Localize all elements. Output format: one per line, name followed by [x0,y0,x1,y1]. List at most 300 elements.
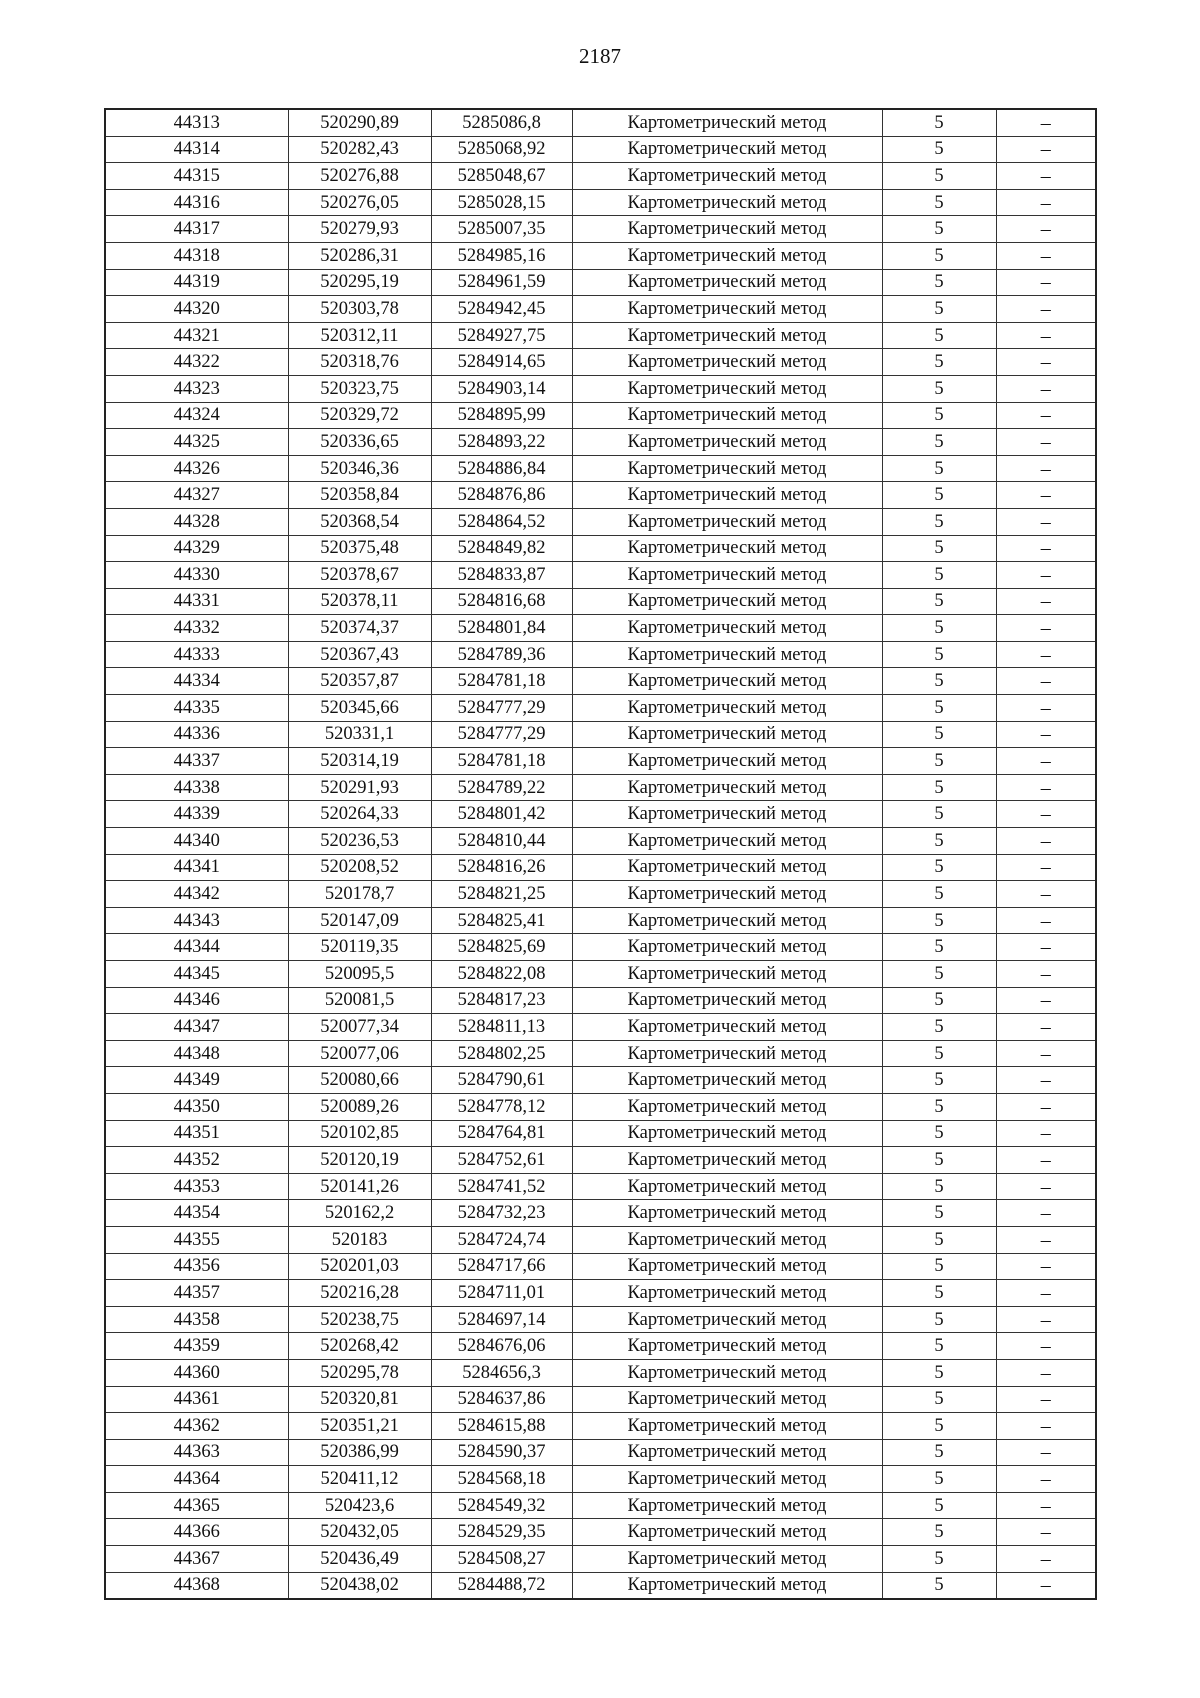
accuracy-cell: 5 [882,881,996,908]
method-cell: Картометрический метод [572,1519,882,1546]
method-cell: Картометрический метод [572,322,882,349]
accuracy-cell: 5 [882,1093,996,1120]
note-cell: – [996,828,1096,855]
x-coordinate-cell: 520081,5 [288,987,431,1014]
x-coordinate-cell: 520201,03 [288,1253,431,1280]
accuracy-cell: 5 [882,1546,996,1573]
method-cell: Картометрический метод [572,375,882,402]
note-cell: – [996,1306,1096,1333]
point-number-cell: 44330 [105,562,288,589]
method-cell: Картометрический метод [572,402,882,429]
y-coordinate-cell: 5284825,69 [431,934,572,961]
point-number-cell: 44362 [105,1413,288,1440]
note-cell: – [996,1120,1096,1147]
note-cell: – [996,1466,1096,1493]
note-cell: – [996,1253,1096,1280]
method-cell: Картометрический метод [572,508,882,535]
accuracy-cell: 5 [882,1439,996,1466]
x-coordinate-cell: 520411,12 [288,1466,431,1493]
note-cell: – [996,668,1096,695]
table-row [105,1466,1096,1493]
note-cell: – [996,1439,1096,1466]
point-number-cell: 44363 [105,1439,288,1466]
accuracy-cell: 5 [882,216,996,243]
table-row [105,269,1096,296]
x-coordinate-cell: 520279,93 [288,216,431,243]
note-cell: – [996,1359,1096,1386]
point-number-cell: 44332 [105,615,288,642]
note-cell: – [996,375,1096,402]
y-coordinate-cell: 5284778,12 [431,1093,572,1120]
note-cell: – [996,748,1096,775]
y-coordinate-cell: 5284864,52 [431,508,572,535]
note-cell: – [996,296,1096,323]
y-coordinate-cell: 5284741,52 [431,1173,572,1200]
table-row [105,588,1096,615]
x-coordinate-cell: 520102,85 [288,1120,431,1147]
accuracy-cell: 5 [882,349,996,376]
accuracy-cell: 5 [882,748,996,775]
table-row [105,136,1096,163]
y-coordinate-cell: 5284961,59 [431,269,572,296]
table-row [105,482,1096,509]
table-row [105,1333,1096,1360]
method-cell: Картометрический метод [572,216,882,243]
method-cell: Картометрический метод [572,854,882,881]
point-number-cell: 44322 [105,349,288,376]
table-row [105,748,1096,775]
accuracy-cell: 5 [882,987,996,1014]
point-number-cell: 44349 [105,1067,288,1094]
table-row [105,695,1096,722]
x-coordinate-cell: 520147,09 [288,907,431,934]
y-coordinate-cell: 5284781,18 [431,748,572,775]
method-cell: Картометрический метод [572,1280,882,1307]
note-cell: – [996,1040,1096,1067]
table-row [105,1492,1096,1519]
table-row [105,375,1096,402]
point-number-cell: 44323 [105,375,288,402]
x-coordinate-cell: 520346,36 [288,455,431,482]
method-cell: Картометрический метод [572,562,882,589]
accuracy-cell: 5 [882,1492,996,1519]
table-row [105,907,1096,934]
method-cell: Картометрический метод [572,1413,882,1440]
accuracy-cell: 5 [882,1253,996,1280]
table-row [105,934,1096,961]
accuracy-cell: 5 [882,508,996,535]
method-cell: Картометрический метод [572,668,882,695]
x-coordinate-cell: 520119,35 [288,934,431,961]
accuracy-cell: 5 [882,375,996,402]
note-cell: – [996,535,1096,562]
table-row [105,1572,1096,1599]
note-cell: – [996,695,1096,722]
table-row [105,1120,1096,1147]
y-coordinate-cell: 5284789,36 [431,641,572,668]
note-cell: – [996,482,1096,509]
y-coordinate-cell: 5284895,99 [431,402,572,429]
note-cell: – [996,987,1096,1014]
method-cell: Картометрический метод [572,615,882,642]
accuracy-cell: 5 [882,615,996,642]
method-cell: Картометрический метод [572,1439,882,1466]
method-cell: Картометрический метод [572,189,882,216]
method-cell: Картометрический метод [572,429,882,456]
point-number-cell: 44346 [105,987,288,1014]
table-row [105,109,1096,136]
x-coordinate-cell: 520276,88 [288,163,431,190]
table-row [105,1147,1096,1174]
point-number-cell: 44358 [105,1306,288,1333]
point-number-cell: 44356 [105,1253,288,1280]
point-number-cell: 44357 [105,1280,288,1307]
note-cell: – [996,1333,1096,1360]
note-cell: – [996,801,1096,828]
method-cell: Картометрический метод [572,1492,882,1519]
accuracy-cell: 5 [882,242,996,269]
y-coordinate-cell: 5284724,74 [431,1226,572,1253]
x-coordinate-cell: 520291,93 [288,774,431,801]
x-coordinate-cell: 520329,72 [288,402,431,429]
point-number-cell: 44354 [105,1200,288,1227]
x-coordinate-cell: 520295,19 [288,269,431,296]
table-row [105,1280,1096,1307]
accuracy-cell: 5 [882,801,996,828]
note-cell: – [996,641,1096,668]
y-coordinate-cell: 5284810,44 [431,828,572,855]
note-cell: – [996,242,1096,269]
point-number-cell: 44343 [105,907,288,934]
x-coordinate-cell: 520432,05 [288,1519,431,1546]
point-number-cell: 44321 [105,322,288,349]
method-cell: Картометрический метод [572,934,882,961]
x-coordinate-cell: 520236,53 [288,828,431,855]
point-number-cell: 44367 [105,1546,288,1573]
note-cell: – [996,109,1096,136]
note-cell: – [996,588,1096,615]
x-coordinate-cell: 520286,31 [288,242,431,269]
table-row [105,189,1096,216]
y-coordinate-cell: 5284777,29 [431,695,572,722]
table-row [105,774,1096,801]
method-cell: Картометрический метод [572,1173,882,1200]
accuracy-cell: 5 [882,641,996,668]
point-number-cell: 44316 [105,189,288,216]
method-cell: Картометрический метод [572,349,882,376]
accuracy-cell: 5 [882,854,996,881]
accuracy-cell: 5 [882,668,996,695]
x-coordinate-cell: 520290,89 [288,109,431,136]
accuracy-cell: 5 [882,296,996,323]
point-number-cell: 44351 [105,1120,288,1147]
accuracy-cell: 5 [882,1359,996,1386]
x-coordinate-cell: 520345,66 [288,695,431,722]
method-cell: Картометрический метод [572,269,882,296]
note-cell: – [996,1093,1096,1120]
point-number-cell: 44327 [105,482,288,509]
y-coordinate-cell: 5284488,72 [431,1572,572,1599]
method-cell: Картометрический метод [572,774,882,801]
point-number-cell: 44336 [105,721,288,748]
table-row [105,881,1096,908]
method-cell: Картометрический метод [572,907,882,934]
y-coordinate-cell: 5284590,37 [431,1439,572,1466]
note-cell: – [996,216,1096,243]
point-number-cell: 44360 [105,1359,288,1386]
method-cell: Картометрический метод [572,828,882,855]
y-coordinate-cell: 5284801,42 [431,801,572,828]
accuracy-cell: 5 [882,1572,996,1599]
note-cell: – [996,455,1096,482]
x-coordinate-cell: 520320,81 [288,1386,431,1413]
x-coordinate-cell: 520436,49 [288,1546,431,1573]
point-number-cell: 44313 [105,109,288,136]
table-row [105,1519,1096,1546]
point-number-cell: 44314 [105,136,288,163]
x-coordinate-cell: 520386,99 [288,1439,431,1466]
method-cell: Картометрический метод [572,1333,882,1360]
y-coordinate-cell: 5284811,13 [431,1014,572,1041]
accuracy-cell: 5 [882,269,996,296]
y-coordinate-cell: 5284508,27 [431,1546,572,1573]
y-coordinate-cell: 5284529,35 [431,1519,572,1546]
note-cell: – [996,881,1096,908]
note-cell: – [996,402,1096,429]
point-number-cell: 44326 [105,455,288,482]
method-cell: Картометрический метод [572,1386,882,1413]
table-row [105,216,1096,243]
table-row [105,1173,1096,1200]
accuracy-cell: 5 [882,1147,996,1174]
table-row [105,296,1096,323]
table-row [105,1226,1096,1253]
accuracy-cell: 5 [882,1226,996,1253]
accuracy-cell: 5 [882,136,996,163]
y-coordinate-cell: 5284876,86 [431,482,572,509]
method-cell: Картометрический метод [572,163,882,190]
note-cell: – [996,1200,1096,1227]
accuracy-cell: 5 [882,1386,996,1413]
y-coordinate-cell: 5285028,15 [431,189,572,216]
page-number: 2187 [579,44,621,68]
note-cell: – [996,322,1096,349]
note-cell: – [996,269,1096,296]
point-number-cell: 44364 [105,1466,288,1493]
y-coordinate-cell: 5284816,26 [431,854,572,881]
method-cell: Картометрический метод [572,1200,882,1227]
note-cell: – [996,163,1096,190]
point-number-cell: 44355 [105,1226,288,1253]
y-coordinate-cell: 5284942,45 [431,296,572,323]
method-cell: Картометрический метод [572,1466,882,1493]
point-number-cell: 44341 [105,854,288,881]
note-cell: – [996,1226,1096,1253]
note-cell: – [996,189,1096,216]
x-coordinate-cell: 520378,67 [288,562,431,589]
y-coordinate-cell: 5284615,88 [431,1413,572,1440]
accuracy-cell: 5 [882,402,996,429]
y-coordinate-cell: 5284732,23 [431,1200,572,1227]
note-cell: – [996,1413,1096,1440]
x-coordinate-cell: 520282,43 [288,136,431,163]
x-coordinate-cell: 520162,2 [288,1200,431,1227]
y-coordinate-cell: 5284886,84 [431,455,572,482]
x-coordinate-cell: 520141,26 [288,1173,431,1200]
accuracy-cell: 5 [882,1466,996,1493]
method-cell: Картометрический метод [572,242,882,269]
x-coordinate-cell: 520183 [288,1226,431,1253]
method-cell: Картометрический метод [572,1226,882,1253]
note-cell: – [996,1519,1096,1546]
x-coordinate-cell: 520318,76 [288,349,431,376]
x-coordinate-cell: 520375,48 [288,535,431,562]
x-coordinate-cell: 520080,66 [288,1067,431,1094]
y-coordinate-cell: 5285068,92 [431,136,572,163]
table-row [105,1253,1096,1280]
accuracy-cell: 5 [882,721,996,748]
y-coordinate-cell: 5284656,3 [431,1359,572,1386]
method-cell: Картометрический метод [572,1147,882,1174]
accuracy-cell: 5 [882,934,996,961]
accuracy-cell: 5 [882,482,996,509]
y-coordinate-cell: 5284985,16 [431,242,572,269]
x-coordinate-cell: 520216,28 [288,1280,431,1307]
accuracy-cell: 5 [882,588,996,615]
y-coordinate-cell: 5284822,08 [431,961,572,988]
point-number-cell: 44344 [105,934,288,961]
y-coordinate-cell: 5284752,61 [431,1147,572,1174]
note-cell: – [996,907,1096,934]
x-coordinate-cell: 520238,75 [288,1306,431,1333]
accuracy-cell: 5 [882,1333,996,1360]
table-row [105,322,1096,349]
accuracy-cell: 5 [882,695,996,722]
accuracy-cell: 5 [882,774,996,801]
x-coordinate-cell: 520095,5 [288,961,431,988]
method-cell: Картометрический метод [572,455,882,482]
note-cell: – [996,1386,1096,1413]
point-number-cell: 44339 [105,801,288,828]
x-coordinate-cell: 520303,78 [288,296,431,323]
point-number-cell: 44324 [105,402,288,429]
y-coordinate-cell: 5284764,81 [431,1120,572,1147]
point-number-cell: 44337 [105,748,288,775]
x-coordinate-cell: 520367,43 [288,641,431,668]
note-cell: – [996,1014,1096,1041]
table-body [105,109,1096,1599]
y-coordinate-cell: 5285048,67 [431,163,572,190]
table-row [105,641,1096,668]
x-coordinate-cell: 520264,33 [288,801,431,828]
point-number-cell: 44335 [105,695,288,722]
table-row [105,455,1096,482]
point-number-cell: 44315 [105,163,288,190]
y-coordinate-cell: 5284893,22 [431,429,572,456]
method-cell: Картометрический метод [572,136,882,163]
accuracy-cell: 5 [882,907,996,934]
point-number-cell: 44333 [105,641,288,668]
method-cell: Картометрический метод [572,641,882,668]
x-coordinate-cell: 520268,42 [288,1333,431,1360]
x-coordinate-cell: 520089,26 [288,1093,431,1120]
y-coordinate-cell: 5284927,75 [431,322,572,349]
method-cell: Картометрический метод [572,1306,882,1333]
y-coordinate-cell: 5284777,29 [431,721,572,748]
table-row [105,668,1096,695]
method-cell: Картометрический метод [572,695,882,722]
note-cell: – [996,1067,1096,1094]
accuracy-cell: 5 [882,961,996,988]
x-coordinate-cell: 520423,6 [288,1492,431,1519]
x-coordinate-cell: 520331,1 [288,721,431,748]
point-number-cell: 44352 [105,1147,288,1174]
y-coordinate-cell: 5284781,18 [431,668,572,695]
table-row [105,961,1096,988]
note-cell: – [996,774,1096,801]
note-cell: – [996,1572,1096,1599]
y-coordinate-cell: 5284697,14 [431,1306,572,1333]
table-row [105,562,1096,589]
note-cell: – [996,1173,1096,1200]
x-coordinate-cell: 520374,37 [288,615,431,642]
table-row [105,828,1096,855]
accuracy-cell: 5 [882,1120,996,1147]
accuracy-cell: 5 [882,429,996,456]
table-row [105,1040,1096,1067]
note-cell: – [996,136,1096,163]
y-coordinate-cell: 5284825,41 [431,907,572,934]
accuracy-cell: 5 [882,1519,996,1546]
x-coordinate-cell: 520368,54 [288,508,431,535]
note-cell: – [996,349,1096,376]
y-coordinate-cell: 5284849,82 [431,535,572,562]
point-number-cell: 44329 [105,535,288,562]
accuracy-cell: 5 [882,109,996,136]
y-coordinate-cell: 5284914,65 [431,349,572,376]
x-coordinate-cell: 520336,65 [288,429,431,456]
x-coordinate-cell: 520077,06 [288,1040,431,1067]
note-cell: – [996,562,1096,589]
point-number-cell: 44347 [105,1014,288,1041]
point-number-cell: 44365 [105,1492,288,1519]
accuracy-cell: 5 [882,562,996,589]
accuracy-cell: 5 [882,455,996,482]
note-cell: – [996,934,1096,961]
y-coordinate-cell: 5285007,35 [431,216,572,243]
note-cell: – [996,721,1096,748]
y-coordinate-cell: 5284802,25 [431,1040,572,1067]
note-cell: – [996,961,1096,988]
accuracy-cell: 5 [882,1413,996,1440]
accuracy-cell: 5 [882,322,996,349]
y-coordinate-cell: 5284676,06 [431,1333,572,1360]
y-coordinate-cell: 5284790,61 [431,1067,572,1094]
accuracy-cell: 5 [882,1280,996,1307]
table-row [105,1439,1096,1466]
point-number-cell: 44359 [105,1333,288,1360]
point-number-cell: 44345 [105,961,288,988]
method-cell: Картометрический метод [572,1572,882,1599]
table-row [105,987,1096,1014]
point-number-cell: 44325 [105,429,288,456]
table-row [105,801,1096,828]
table-row [105,615,1096,642]
point-number-cell: 44342 [105,881,288,908]
point-number-cell: 44320 [105,296,288,323]
x-coordinate-cell: 520208,52 [288,854,431,881]
x-coordinate-cell: 520357,87 [288,668,431,695]
